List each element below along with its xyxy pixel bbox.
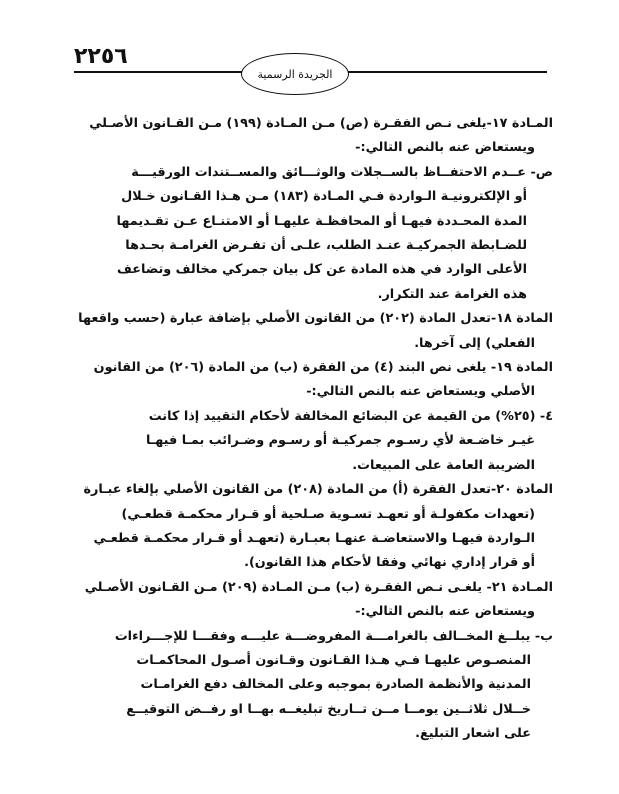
- text-line: ويستعاض عنه بالنص التالي:-: [355, 140, 535, 156]
- article-19: [72, 356, 553, 405]
- text-line: ب- يبلــغ المخــالف بالغرامـــة المفروضـــة عليـــه وفقـــا للإجـــراءات: [114, 628, 553, 644]
- text-line: المدة المحـددة فيهـا أو المحافظـة عليهـا أو الامتنـاع عـن تقـديمها: [116, 213, 527, 229]
- article-17: [72, 112, 553, 161]
- text-line: المـادة ١٧-يلغى نـص الفقـرة (ص) مـن المـادة (١٩٩) مـن القـانون الأصـلي: [89, 116, 553, 131]
- text-line: على اشعار التبليغ.: [415, 726, 531, 742]
- text-line: المادة ١٨-تعدل المادة (٢٠٢) من القانون الأصلي بإضافة عبارة (حسب واقعها: [78, 311, 553, 327]
- text-line: المادة ١٩- يلغى نص البند (٤) من الفقرة (ب) من المادة (٢٠٦) من القانون: [93, 360, 553, 376]
- gazette-title: الجريدة الرسمية: [257, 67, 333, 81]
- text-line: ص- عــدم الاحتفــاظ بالســجلات والوثـــائق والمســتندات الورقيـــة: [131, 164, 553, 180]
- clause-s: [72, 161, 553, 307]
- text-line: الضريبة العامة على المبيعات.: [352, 457, 535, 473]
- text-line: (تعهدات مكفولـة أو تعهـد تسـوية صـلحية أو قـرار محكمـة قطعـي): [121, 506, 535, 522]
- text-line: للضـابطة الجمركيـة عنـد الطلب، علـى أن تفـرض الغرامـة بحـدها: [125, 238, 527, 254]
- text-line: الأصلي ويستعاض عنه بالنص التالي:-: [306, 384, 535, 400]
- document-body: [72, 112, 553, 747]
- text-line: خــلال ثلاثــين يومــا مــن تــاريخ تبليغــه بهــا او رفــض التوقيــع: [126, 701, 531, 717]
- article-21: [72, 576, 553, 625]
- clause-b: [72, 625, 553, 747]
- text-line: أو الإلكترونيـة الـواردة فـي المـادة (١٨٣) مـن هـذا القـانون خـلال: [121, 189, 527, 205]
- text-line: الأعلى الوارد في هذه المادة عن كل بيان جمركي مخالف وتضاعف: [117, 262, 527, 278]
- text-line: المدنية والأنظمة الصادرة بموجبه وعلى المخالف دفع الغرامـات: [140, 677, 531, 693]
- gazette-title-oval: [241, 53, 349, 95]
- article-18: [72, 307, 553, 356]
- text-line: المادة ٢٠-تعدل الفقرة (أ) من المادة (٢٠٨) من القانون الأصلي بإلغاء عبـارة: [83, 482, 553, 498]
- page-number: ٢٢٥٦: [74, 44, 128, 69]
- item-4: [72, 405, 553, 478]
- text-line: المنصـوص عليهـا فـي هـذا القـانون وقـانون أصـول المحاكمـات: [136, 652, 531, 668]
- text-line: هذه الغرامة عند التكرار.: [377, 286, 527, 302]
- page-header: [0, 0, 619, 100]
- article-20: [72, 478, 553, 576]
- text-line: غيـر خاضـعة لأي رسـوم جمركيـة أو رسـوم وضـرائب بمـا فيهـا: [146, 433, 535, 449]
- text-line: ٤- (٢٥%) من القيمة عن البضائع المخالفة لأحكام التقييد إذا كانت: [148, 408, 553, 424]
- text-line: المـادة ٢١- يلغـى نـص الفقـرة (ب) مـن المـادة (٢٠٩) مـن القـانون الأصـلي: [84, 579, 553, 595]
- text-line: الـواردة فيهـا والاستعاضـة عنهـا بعبـارة (تعهـد أو قـرار محكمـة قطعـي: [93, 530, 535, 546]
- text-line: أو قرار إداري نهائي وفقا لأحكام هذا القانون).: [244, 555, 535, 571]
- text-line: الفعلي) إلى آخرها.: [414, 335, 535, 351]
- text-line: ويستعاض عنه بالنص التالي:-: [355, 604, 535, 620]
